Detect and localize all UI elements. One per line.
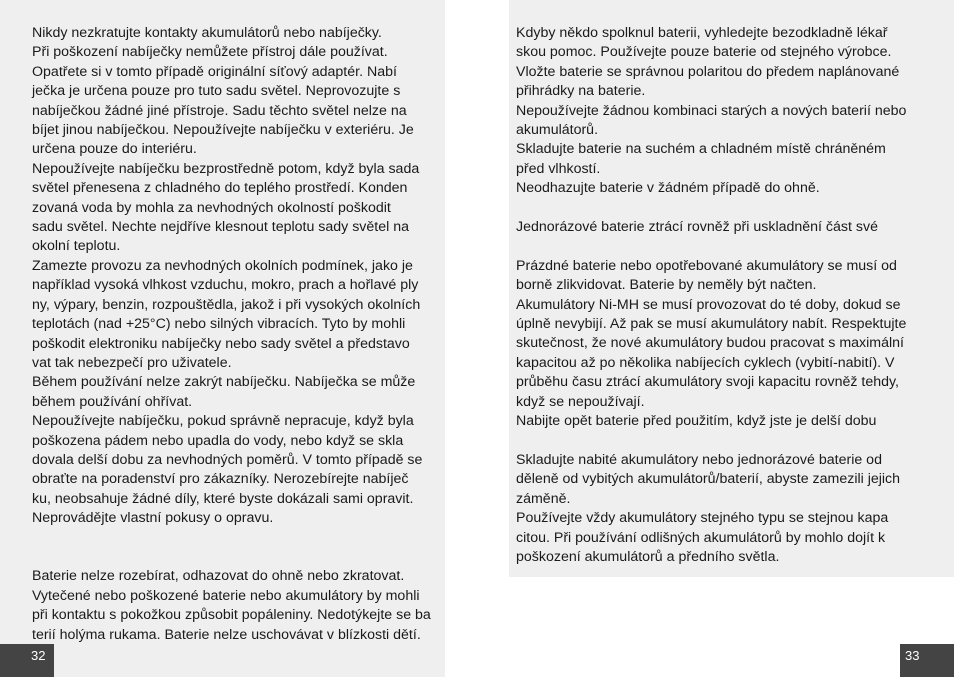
paragraph: Skladujte baterie na suchém a chladném místě chráněném před vlhkostí.: [516, 141, 886, 177]
paragraph: Zamezte provozu za nevhodných okolních podmínek, jako je například vysoká vlhkost vzduchu, mokro, prach a hořlavé ply ny, výpary, benzin, rozpouštědla, jakož i při vysokých okolních teplotách (nad +25°C) nebo silných vibracích. Tyto by mohli poškodit elektroniku nabíječky nebo sady světel a představo vat tak nebezpečí pro uživatele.: [32, 257, 421, 371]
paragraph: Nepoužívejte nabíječku, pokud správně nepracuje, když byla poškozena pádem nebo upadla do vody, nebo když se skla dovala delší dobu za nevhodných poměrů. V tomto případě se obraťte na poradenství pro zákazníky. Nerozebírejte nabíječ ku, neobsahuje žádné díly, které byste dokázali sami opravit. Neprovádějte vlastní pokusy o opravu.: [32, 413, 423, 527]
paragraph: Nepoužívejte žádnou kombinaci starých a nových baterií nebo akumulátorů.: [516, 102, 907, 139]
paragraph: Během používání nelze zakrýt nabíječku. Nabíječka se může během používání ohřívat.: [32, 374, 416, 410]
spacer: [516, 199, 922, 218]
paragraph: Kdyby někdo spolknul baterii, vyhledejte bezodkladně lékař skou pomoc. Používejte pouze baterie od stejného výrobce.: [516, 25, 892, 61]
paragraph: Prázdné baterie nebo opotřebované akumulátory se musí od borně zlikvidovat. Baterie by neměly být načten.: [516, 257, 897, 294]
paragraph: Vložte baterie se správnou polaritou do předem naplánované přihrádky na baterie.: [516, 63, 900, 100]
paragraph: Nabijte opět baterie před použitím, když jste je delší dobu: [516, 413, 877, 430]
spacer: [516, 237, 922, 256]
spacer: [32, 529, 438, 568]
paragraph: Nikdy nezkratujte kontakty akumulátorů nebo nabíječky.: [32, 25, 382, 41]
paragraph: Akumulátory Ni-MH se musí provozovat do té doby, dokud se úplně nevybijí. Až pak se musí akumulátory nabít. Respektujte skutečnost, že nové akumulátory budou pracovat s maximální kapacitou až po několika nabíjecích cyklech (vybití-nabití). V průběhu času ztrácí akumulátory svoji kapacitu rovněž tehdy, když se nepoužívají.: [516, 296, 907, 410]
spacer: [516, 432, 922, 451]
paragraph: Baterie nelze rozebírat, odhazovat do ohně nebo zkratovat.: [32, 568, 405, 585]
paragraph: Používejte vždy akumulátory stejného typu se stejnou kapa citou. Při používání odlišných akumulátorů by mohlo dojít k poškození akumulátorů a předního světla.: [516, 510, 889, 565]
paragraph: Při poškození nabíječky nemůžete přístroj dále používat. Opatřete si v tomto případě originální síťový adaptér. Nabí ječka je určena pouze pro tuto sadu světel. Neprovozujte s nabíječkou žádné jiné přístroje. Sadu těchto světel nelze na bíjet jinou nabíječkou. Nepoužívejte nabíječku v exteriéru. Je určena pouze do interiéru.: [32, 44, 414, 158]
left-page-text: [32, 24, 438, 645]
paragraph: Neodhazujte baterie v žádném případě do ohně.: [516, 180, 820, 197]
paragraph: Vytečené nebo poškozené baterie nebo akumulátory by mohli při kontaktu s pokožkou způsobit popáleniny. Nedotýkejte se ba terií holýma rukama. Baterie nelze uschovávat v blízkosti dětí.: [32, 587, 431, 643]
paragraph: Nepoužívejte nabíječku bezprostředně potom, když byla sada světel přenesena z chladného do teplého prostředí. Konden zovaná voda by mohla za nevhodných okolností poškodit sadu světel. Nechte nejdříve klesnout teplotu sady světel na okolní teplotu.: [32, 160, 420, 255]
paragraph: Jednorázové baterie ztrácí rovněž při uskladnění část své: [516, 219, 878, 236]
page-number-left: 32: [0, 644, 54, 677]
page-number-right: 33: [900, 644, 954, 677]
right-page-text: [516, 24, 922, 567]
paragraph: Skladujte nabité akumulátory nebo jednorázové baterie od děleně od vybitých akumulátorů/baterií, abyste zamezili jejich záměně.: [516, 451, 901, 507]
